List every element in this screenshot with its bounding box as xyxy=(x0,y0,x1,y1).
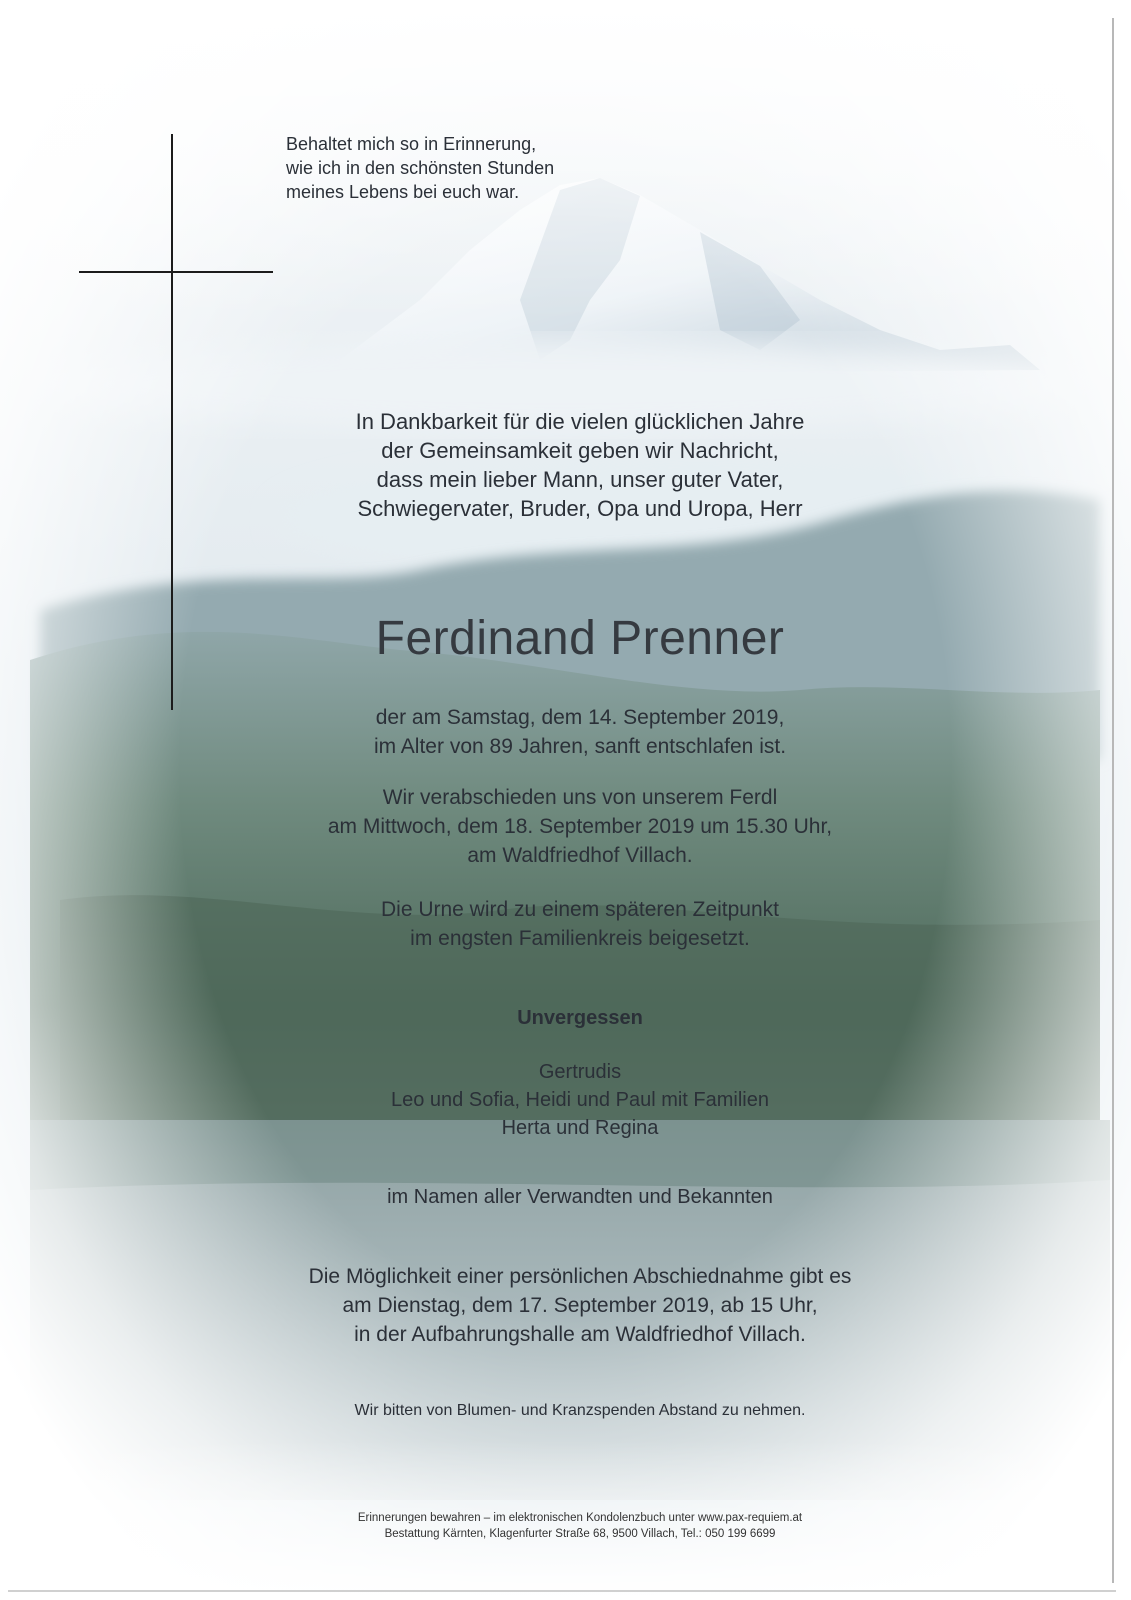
poem-line: Behaltet mich so in Erinnerung, xyxy=(286,134,537,154)
family-line: Gertrudis xyxy=(538,1061,622,1083)
farewell-line: am Waldfriedhof Villach. xyxy=(467,844,693,867)
poem-line: meines Lebens bei euch war. xyxy=(286,182,520,202)
urn-line: Die Urne wird zu einem späteren Zeitpunkt xyxy=(380,898,779,921)
farewell-line: am Mittwoch, dem 18. September 2019 um 15.30 Uhr, xyxy=(327,815,833,838)
flowers-request: Wir bitten von Blumen- und Kranzspenden Abstand zu nehmen. xyxy=(354,1402,806,1419)
memorial-poem xyxy=(286,132,554,204)
intro-line: der Gemeinsamkeit geben wir Nachricht, xyxy=(381,438,779,463)
cross-icon-vertical-bar xyxy=(171,134,173,710)
cross-icon-horizontal-bar xyxy=(79,271,273,273)
death-info-line: im Alter von 89 Jahren, sanft entschlafen ist. xyxy=(373,735,787,758)
announcement-intro xyxy=(200,407,960,523)
viewing-line: in der Aufbahrungshalle am Waldfriedhof Villach. xyxy=(354,1323,806,1346)
relatives-line: im Namen aller Verwandten und Bekannten xyxy=(387,1186,773,1208)
family-line: Herta und Regina xyxy=(501,1117,659,1139)
intro-line: Schwiegervater, Bruder, Opa und Uropa, Herr xyxy=(357,496,803,521)
footer-address-line: Bestattung Kärnten, Klagenfurter Straße 68, 9500 Villach, Tel.: 050 199 6699 xyxy=(384,1528,776,1540)
poem-line: wie ich in den schönsten Stunden xyxy=(286,158,555,178)
intro-line: In Dankbarkeit für die vielen glücklichen Jahre xyxy=(355,409,805,434)
family-line: Leo und Sofia, Heidi und Paul mit Familien xyxy=(391,1089,769,1111)
viewing-line: Die Möglichkeit einer persönlichen Abschiednahme gibt es xyxy=(308,1265,852,1288)
viewing-line: am Dienstag, dem 17. September 2019, ab 15 Uhr, xyxy=(342,1294,818,1317)
farewell-info xyxy=(200,783,960,870)
footer xyxy=(200,1510,960,1542)
death-info-line: der am Samstag, dem 14. September 2019, xyxy=(375,706,785,729)
deceased-name: Ferdinand Prenner xyxy=(375,612,785,665)
scan-edge-bottom xyxy=(8,1590,1116,1592)
farewell-line: Wir verabschieden uns von unserem Ferdl xyxy=(382,786,778,809)
unvergessen-heading: Unvergessen xyxy=(517,1007,643,1029)
death-info xyxy=(200,703,960,761)
family-names xyxy=(200,1058,960,1142)
urn-line: im engsten Familienkreis beigesetzt. xyxy=(410,927,750,950)
viewing-info xyxy=(200,1262,960,1349)
footer-condolence-line: Erinnerungen bewahren – im elektronischen Kondolenzbuch unter www.pax-requiem.at xyxy=(357,1512,803,1524)
urn-info xyxy=(200,895,960,953)
scan-edge-right xyxy=(1112,18,1114,1583)
intro-line: dass mein lieber Mann, unser guter Vater, xyxy=(376,467,784,492)
